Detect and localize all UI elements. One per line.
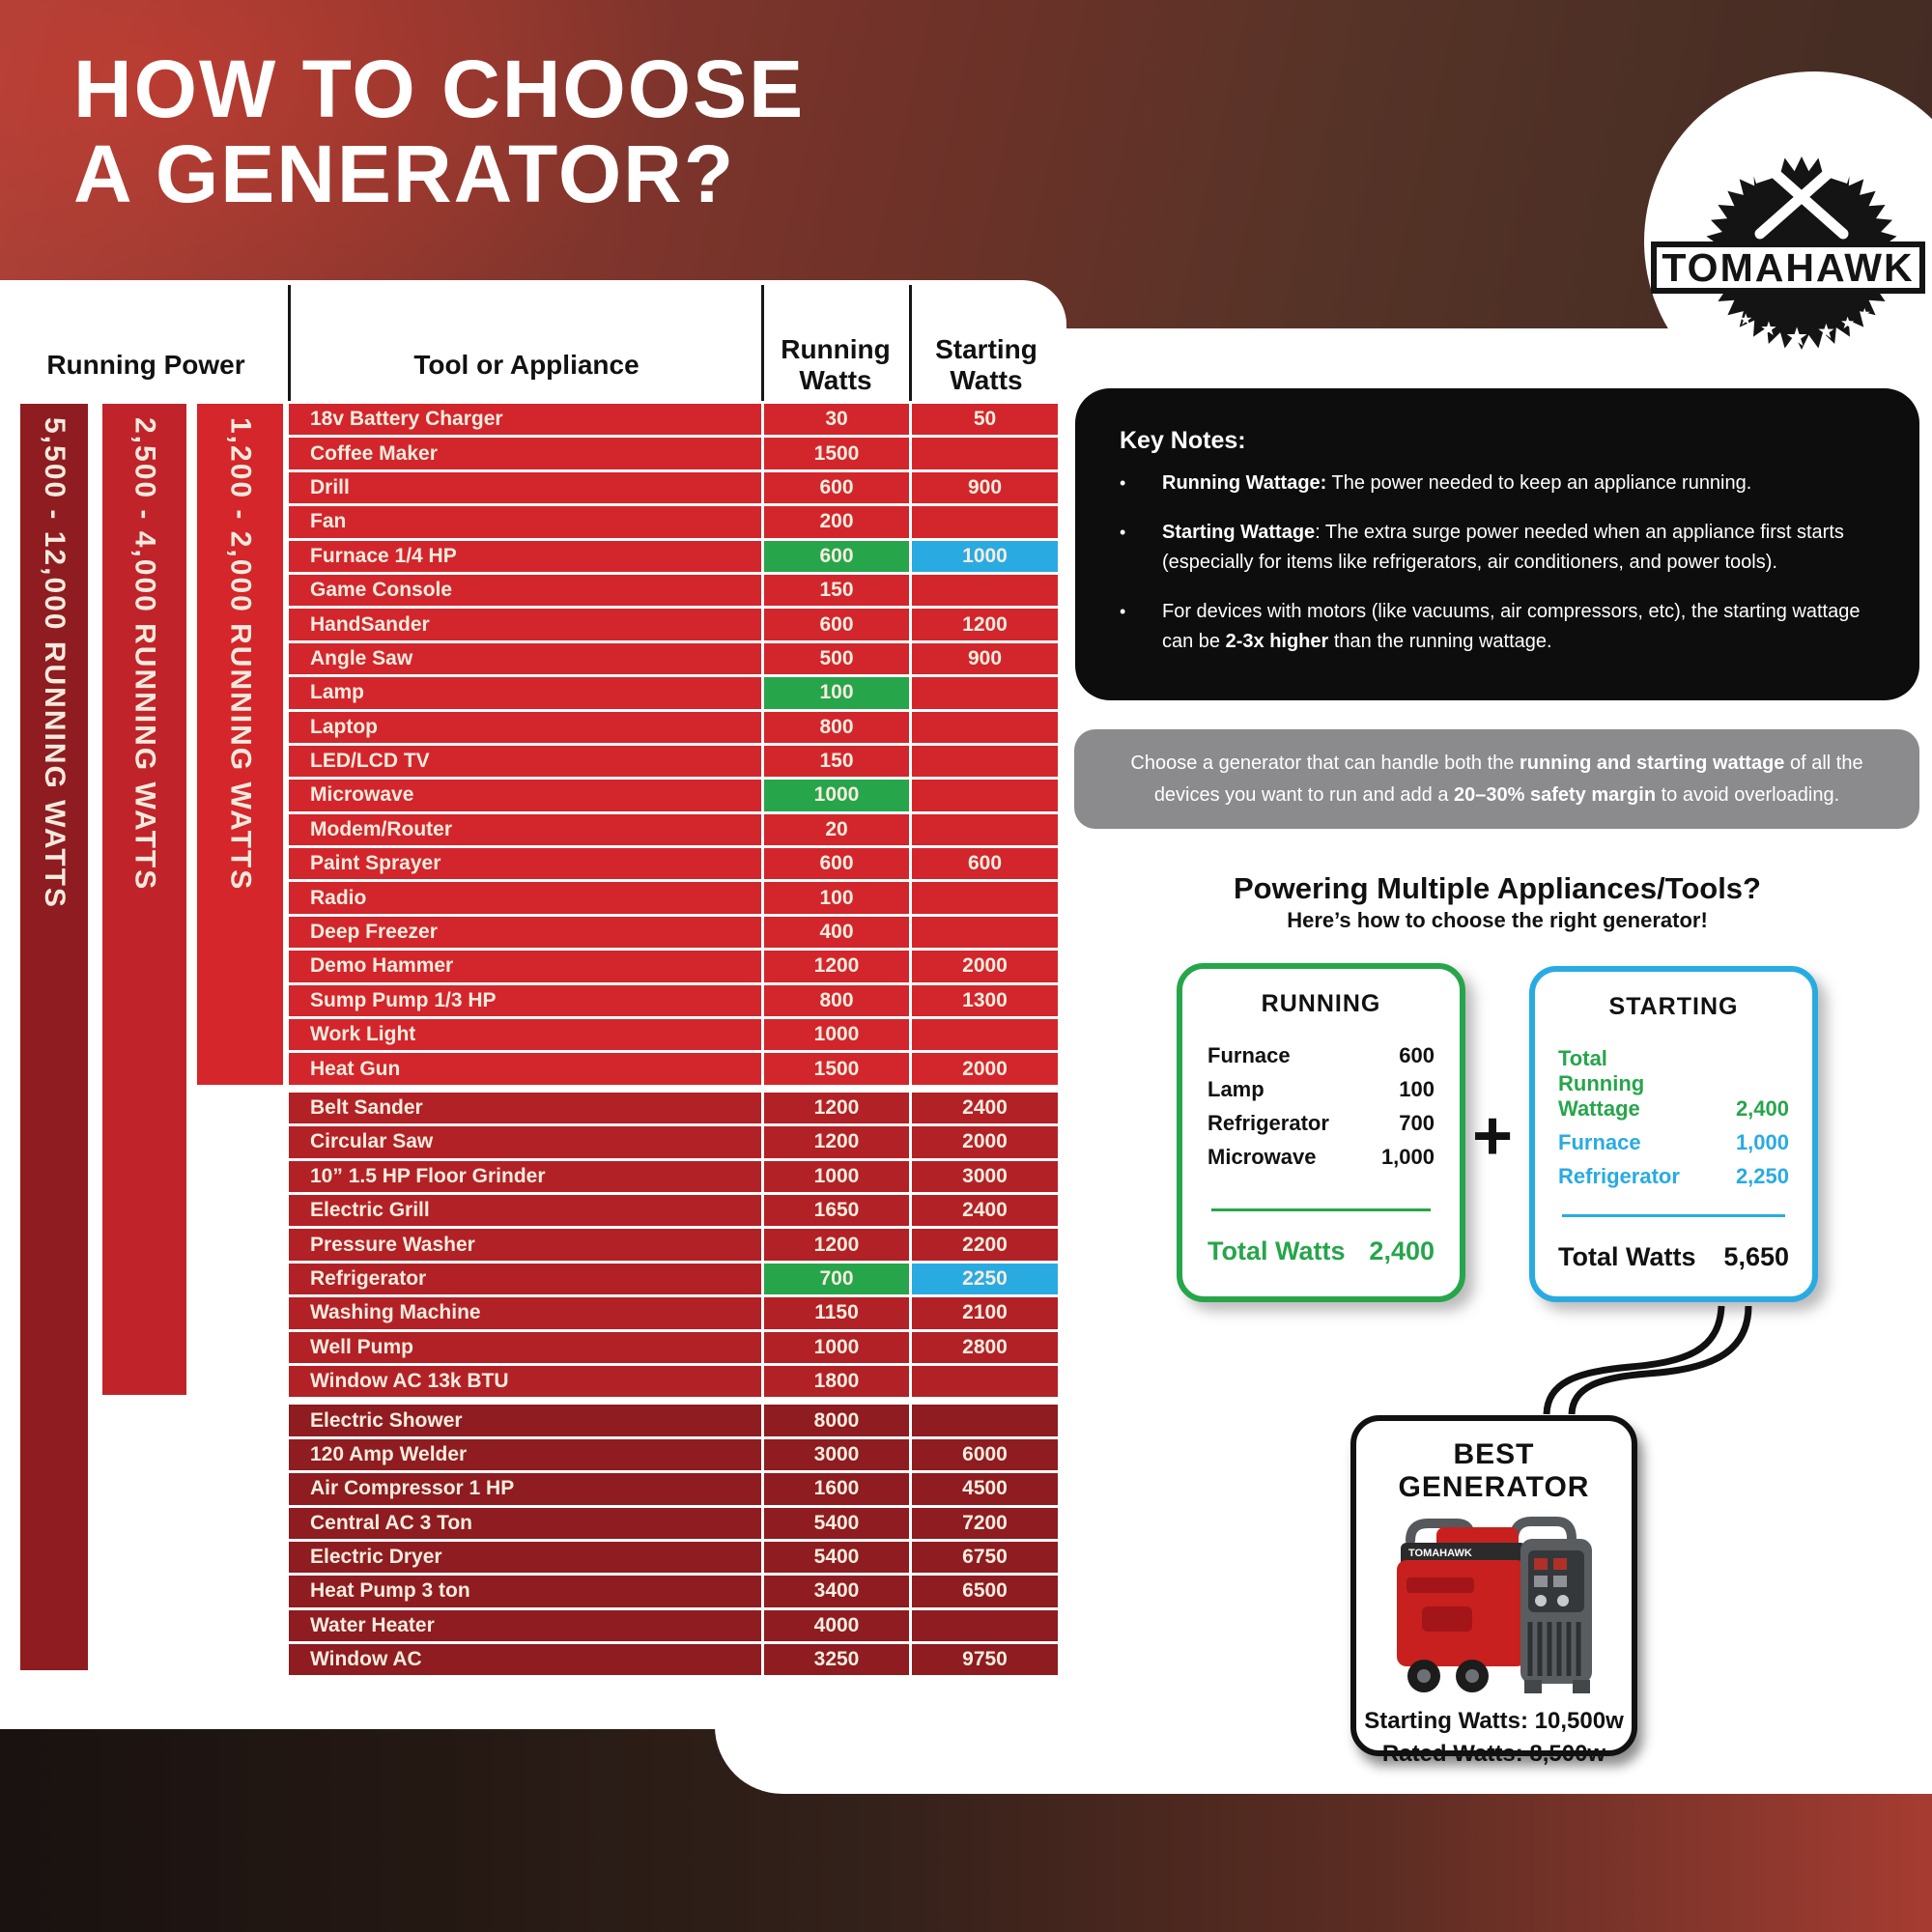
running-watts-cell: 1800 bbox=[764, 1366, 909, 1397]
running-watts-cell: 1500 bbox=[764, 438, 909, 469]
running-watts-cell: 600 bbox=[764, 848, 909, 879]
table-row bbox=[289, 1439, 1061, 1470]
tool-cell: LED/LCD TV bbox=[289, 746, 761, 777]
running-watts-cell: 3250 bbox=[764, 1644, 909, 1675]
band-label: 2,500 - 4,000 RUNNING WATTS bbox=[128, 417, 161, 892]
table-row bbox=[289, 1644, 1061, 1675]
table-row bbox=[289, 712, 1061, 743]
table-row bbox=[289, 917, 1061, 948]
starting-watts-cell bbox=[912, 1366, 1058, 1397]
starting-watts-cell: 2200 bbox=[912, 1229, 1058, 1260]
running-watts-cell: 20 bbox=[764, 814, 909, 845]
band-2500-4000 bbox=[102, 404, 186, 1395]
powering-heading-line1: Powering Multiple Appliances/Tools? bbox=[1234, 871, 1761, 905]
band-1200-2000 bbox=[197, 404, 283, 1085]
table-row bbox=[289, 1229, 1061, 1260]
tool-cell: Window AC 13k BTU bbox=[289, 1366, 761, 1397]
header-tool-or-appliance: Tool or Appliance bbox=[413, 350, 639, 380]
starting-watts-cell bbox=[912, 575, 1058, 606]
bullet-icon: • bbox=[1120, 523, 1126, 542]
starting-watts-cell: 1300 bbox=[912, 985, 1058, 1016]
header-divider bbox=[909, 285, 912, 401]
tool-cell: Electric Shower bbox=[289, 1405, 761, 1435]
table-row bbox=[289, 1405, 1061, 1435]
generator-advice-note: Choose a generator that can handle both the running and starting wattage of all the devices you want to run and add a 20–30% safety margin to avoid overloading. bbox=[1074, 729, 1919, 829]
tool-cell: Demo Hammer bbox=[289, 951, 761, 981]
best-generator-title: BEST GENERATOR bbox=[1398, 1438, 1590, 1503]
tool-cell: Radio bbox=[289, 882, 761, 913]
starting-watts-cell bbox=[912, 780, 1058, 810]
starting-watts-cell: 600 bbox=[912, 848, 1058, 879]
table-row bbox=[289, 609, 1061, 639]
tool-cell: Deep Freezer bbox=[289, 917, 761, 948]
plus-sign: + bbox=[1472, 1097, 1514, 1175]
header-running-power: Running Power bbox=[46, 350, 245, 380]
logo-brand-text: TOMAHAWK bbox=[1662, 245, 1915, 290]
tool-cell: Central AC 3 Ton bbox=[289, 1508, 761, 1539]
tool-cell: Electric Grill bbox=[289, 1195, 761, 1226]
running-watts-cell: 1150 bbox=[764, 1297, 909, 1328]
starting-watts-cell: 6500 bbox=[912, 1576, 1058, 1606]
table-row bbox=[289, 1366, 1061, 1397]
running-item: Refrigerator 700 bbox=[1208, 1111, 1435, 1135]
band-label: 1,200 - 2,000 RUNNING WATTS bbox=[224, 417, 257, 892]
tool-cell: Coffee Maker bbox=[289, 438, 761, 469]
starting-watts-cell bbox=[912, 712, 1058, 743]
header-divider bbox=[761, 285, 764, 401]
tool-cell: Water Heater bbox=[289, 1610, 761, 1641]
table-row bbox=[289, 780, 1061, 810]
table-row bbox=[289, 1508, 1061, 1539]
tool-cell: Heat Pump 3 ton bbox=[289, 1576, 761, 1606]
starting-watts-cell bbox=[912, 814, 1058, 845]
tool-cell: Laptop bbox=[289, 712, 761, 743]
table-row bbox=[289, 746, 1061, 777]
tool-cell: Angle Saw bbox=[289, 643, 761, 674]
table-row bbox=[289, 882, 1061, 913]
table-row bbox=[289, 575, 1061, 606]
table-row bbox=[289, 1126, 1061, 1157]
running-watts-cell: 5400 bbox=[764, 1508, 909, 1539]
table-row bbox=[289, 1473, 1061, 1504]
key-note-item: • For devices with motors (like vacuums, air compressors, etc), the starting wattage can be 2-3x higher than the running wattage. bbox=[1120, 597, 1875, 657]
running-watts-cell: 1200 bbox=[764, 951, 909, 981]
best-generator-box bbox=[1350, 1415, 1637, 1767]
starting-watts-cell: 2800 bbox=[912, 1332, 1058, 1363]
title-line1: HOW TO CHOOSE bbox=[73, 43, 806, 134]
key-notes-box bbox=[1075, 388, 1919, 700]
running-item: Lamp 100 bbox=[1208, 1077, 1435, 1101]
tool-cell: 120 Amp Welder bbox=[289, 1439, 761, 1470]
starting-watts-cell bbox=[912, 882, 1058, 913]
tool-cell: Modem/Router bbox=[289, 814, 761, 845]
running-watts-cell: 1650 bbox=[764, 1195, 909, 1226]
table-row bbox=[289, 404, 1061, 435]
table-row bbox=[289, 1019, 1061, 1050]
starting-watts-cell: 900 bbox=[912, 472, 1058, 503]
table-row bbox=[289, 1053, 1061, 1084]
svg-text:★: ★ bbox=[1760, 317, 1777, 340]
running-watts-cell: 100 bbox=[764, 677, 909, 708]
tool-cell: Pressure Washer bbox=[289, 1229, 761, 1260]
table-row bbox=[289, 1264, 1061, 1294]
svg-text:TOMAHAWK: TOMAHAWK bbox=[1407, 1548, 1472, 1559]
running-watts-cell: 1500 bbox=[764, 1053, 909, 1084]
running-watts-cell: 700 bbox=[764, 1264, 909, 1294]
starting-watts-cell bbox=[912, 677, 1058, 708]
table-row bbox=[289, 1542, 1061, 1573]
running-watts-cell: 1600 bbox=[764, 1473, 909, 1504]
tool-cell: Sump Pump 1/3 HP bbox=[289, 985, 761, 1016]
table-row bbox=[289, 472, 1061, 503]
table-row bbox=[289, 1195, 1061, 1226]
running-watts-box bbox=[1177, 963, 1465, 1302]
running-watts-cell: 30 bbox=[764, 404, 909, 435]
tool-cell: Belt Sander bbox=[289, 1093, 761, 1123]
header-divider bbox=[288, 285, 291, 401]
running-watts-cell: 600 bbox=[764, 472, 909, 503]
running-watts-cell: 600 bbox=[764, 541, 909, 572]
svg-text:★: ★ bbox=[1817, 320, 1835, 343]
tool-cell: Circular Saw bbox=[289, 1126, 761, 1157]
starting-watts-cell bbox=[912, 1610, 1058, 1641]
running-watts-cell: 1200 bbox=[764, 1126, 909, 1157]
tomahawk-logo bbox=[1640, 68, 1932, 415]
running-watts-cell: 8000 bbox=[764, 1405, 909, 1435]
running-watts-cell: 1000 bbox=[764, 1332, 909, 1363]
tool-cell: 10” 1.5 HP Floor Grinder bbox=[289, 1161, 761, 1192]
table-row bbox=[289, 677, 1061, 708]
best-generator-rated-watts: Rated Watts: 8,500w bbox=[1381, 1741, 1606, 1767]
running-item: Microwave 1,000 bbox=[1208, 1145, 1435, 1169]
starting-watts-cell: 2000 bbox=[912, 1126, 1058, 1157]
running-watts-cell: 800 bbox=[764, 712, 909, 743]
table-row bbox=[289, 985, 1061, 1016]
tool-cell: Refrigerator bbox=[289, 1264, 761, 1294]
starting-watts-cell: 2100 bbox=[912, 1297, 1058, 1328]
running-total: Total Watts 2,400 bbox=[1208, 1236, 1435, 1265]
best-generator-starting-watts: Starting Watts: 10,500w bbox=[1364, 1708, 1624, 1734]
starting-watts-cell: 2000 bbox=[912, 1053, 1058, 1084]
tomahawk-logo-icon bbox=[1640, 68, 1932, 415]
running-watts-cell: 5400 bbox=[764, 1542, 909, 1573]
powering-heading-line2: Here’s how to choose the right generator! bbox=[1287, 908, 1708, 932]
running-watts-cell: 3400 bbox=[764, 1576, 909, 1606]
running-watts-cell: 1000 bbox=[764, 780, 909, 810]
table-row bbox=[289, 1610, 1061, 1641]
tool-cell: Microwave bbox=[289, 780, 761, 810]
running-watts-cell: 400 bbox=[764, 917, 909, 948]
table-row bbox=[289, 1297, 1061, 1328]
tool-cell: Air Compressor 1 HP bbox=[289, 1473, 761, 1504]
starting-watts-cell bbox=[912, 1019, 1058, 1050]
starting-watts-cell: 9750 bbox=[912, 1644, 1058, 1675]
starting-total: Total Watts 5,650 bbox=[1558, 1242, 1789, 1271]
table-row bbox=[289, 438, 1061, 469]
table-row bbox=[289, 814, 1061, 845]
starting-watts-cell: 1000 bbox=[912, 541, 1058, 572]
tool-cell: Well Pump bbox=[289, 1332, 761, 1363]
tool-cell: Work Light bbox=[289, 1019, 761, 1050]
running-watts-cell: 1000 bbox=[764, 1019, 909, 1050]
tool-cell: Window AC bbox=[289, 1644, 761, 1675]
running-watts-cell: 4000 bbox=[764, 1610, 909, 1641]
band-label: 5,500 - 12,000 RUNNING WATTS bbox=[39, 417, 71, 909]
tool-cell: Game Console bbox=[289, 575, 761, 606]
running-watts-cell: 500 bbox=[764, 643, 909, 674]
band-5500-12000 bbox=[20, 404, 88, 1670]
running-watts-cell: 200 bbox=[764, 506, 909, 537]
starting-watts-cell bbox=[912, 917, 1058, 948]
table-row bbox=[289, 1332, 1061, 1363]
header-running-watts: Running Watts bbox=[781, 334, 891, 395]
starting-watts-cell: 3000 bbox=[912, 1161, 1058, 1192]
running-watts-cell: 150 bbox=[764, 575, 909, 606]
starting-watts-cell bbox=[912, 746, 1058, 777]
svg-text:★: ★ bbox=[1785, 323, 1809, 353]
table-row bbox=[289, 951, 1061, 981]
svg-text:★: ★ bbox=[1739, 310, 1753, 328]
title-line2: A GENERATOR? bbox=[73, 128, 736, 219]
tool-cell: Furnace 1/4 HP bbox=[289, 541, 761, 572]
tool-cell: Heat Gun bbox=[289, 1053, 761, 1084]
running-watts-cell: 3000 bbox=[764, 1439, 909, 1470]
starting-watts-cell bbox=[912, 438, 1058, 469]
header-starting-watts: Starting Watts bbox=[935, 334, 1037, 395]
running-box-title: RUNNING bbox=[1261, 990, 1381, 1017]
page-title bbox=[73, 43, 806, 219]
running-watts-cell: 600 bbox=[764, 609, 909, 639]
key-note-item: • Starting Wattage: The extra surge power needed when an appliance first starts (especially for items like refrigerators, air conditioners, and power tools). bbox=[1120, 518, 1875, 578]
starting-watts-cell bbox=[912, 506, 1058, 537]
table-row bbox=[289, 1576, 1061, 1606]
starting-watts-cell: 900 bbox=[912, 643, 1058, 674]
starting-watts-cell: 1200 bbox=[912, 609, 1058, 639]
tool-cell: Washing Machine bbox=[289, 1297, 761, 1328]
tool-cell: Fan bbox=[289, 506, 761, 537]
starting-watts-cell: 2250 bbox=[912, 1264, 1058, 1294]
starting-watts-cell: 7200 bbox=[912, 1508, 1058, 1539]
generator-image bbox=[1383, 1510, 1605, 1703]
bullet-icon: • bbox=[1120, 473, 1126, 493]
table-row bbox=[289, 541, 1061, 572]
starting-watts-cell: 50 bbox=[912, 404, 1058, 435]
running-item: Furnace 600 bbox=[1208, 1043, 1435, 1067]
tool-cell: Lamp bbox=[289, 677, 761, 708]
key-notes-heading: Key Notes: bbox=[1120, 427, 1246, 454]
running-watts-cell: 100 bbox=[764, 882, 909, 913]
starting-watts-cell: 2000 bbox=[912, 951, 1058, 981]
bullet-icon: • bbox=[1120, 602, 1126, 621]
starting-watts-cell: 4500 bbox=[912, 1473, 1058, 1504]
key-note-item: • Running Wattage: The power needed to keep an appliance running. bbox=[1120, 469, 1875, 498]
powering-heading bbox=[1111, 871, 1884, 933]
starting-watts-cell bbox=[912, 1405, 1058, 1435]
starting-watts-cell: 2400 bbox=[912, 1195, 1058, 1226]
tool-cell: Drill bbox=[289, 472, 761, 503]
table-row bbox=[289, 506, 1061, 537]
tool-cell: 18v Battery Charger bbox=[289, 404, 761, 435]
table-row bbox=[289, 643, 1061, 674]
running-watts-cell: 1200 bbox=[764, 1093, 909, 1123]
starting-watts-cell: 2400 bbox=[912, 1093, 1058, 1123]
table-row bbox=[289, 848, 1061, 879]
appliance-table bbox=[289, 404, 1061, 1678]
svg-text:★: ★ bbox=[1840, 314, 1856, 333]
starting-item: Furnace 1,000 bbox=[1558, 1130, 1789, 1154]
tool-cell: Electric Dryer bbox=[289, 1542, 761, 1573]
divider bbox=[1211, 1208, 1431, 1211]
starting-watts-cell: 6000 bbox=[912, 1439, 1058, 1470]
running-watts-cell: 1000 bbox=[764, 1161, 909, 1192]
starting-box-title: STARTING bbox=[1608, 993, 1739, 1020]
starting-item: Refrigerator 2,250 bbox=[1558, 1164, 1789, 1188]
starting-watts-box bbox=[1529, 966, 1818, 1302]
starting-item: Total Running Wattage 2,400 bbox=[1558, 1046, 1789, 1121]
starting-watts-cell: 6750 bbox=[912, 1542, 1058, 1573]
running-watts-cell: 800 bbox=[764, 985, 909, 1016]
table-row bbox=[289, 1093, 1061, 1123]
running-watts-cell: 150 bbox=[764, 746, 909, 777]
running-watts-cell: 1200 bbox=[764, 1229, 909, 1260]
svg-text:★: ★ bbox=[1859, 306, 1871, 322]
table-row bbox=[289, 1161, 1061, 1192]
tool-cell: Paint Sprayer bbox=[289, 848, 761, 879]
divider bbox=[1562, 1214, 1785, 1217]
tool-cell: HandSander bbox=[289, 609, 761, 639]
